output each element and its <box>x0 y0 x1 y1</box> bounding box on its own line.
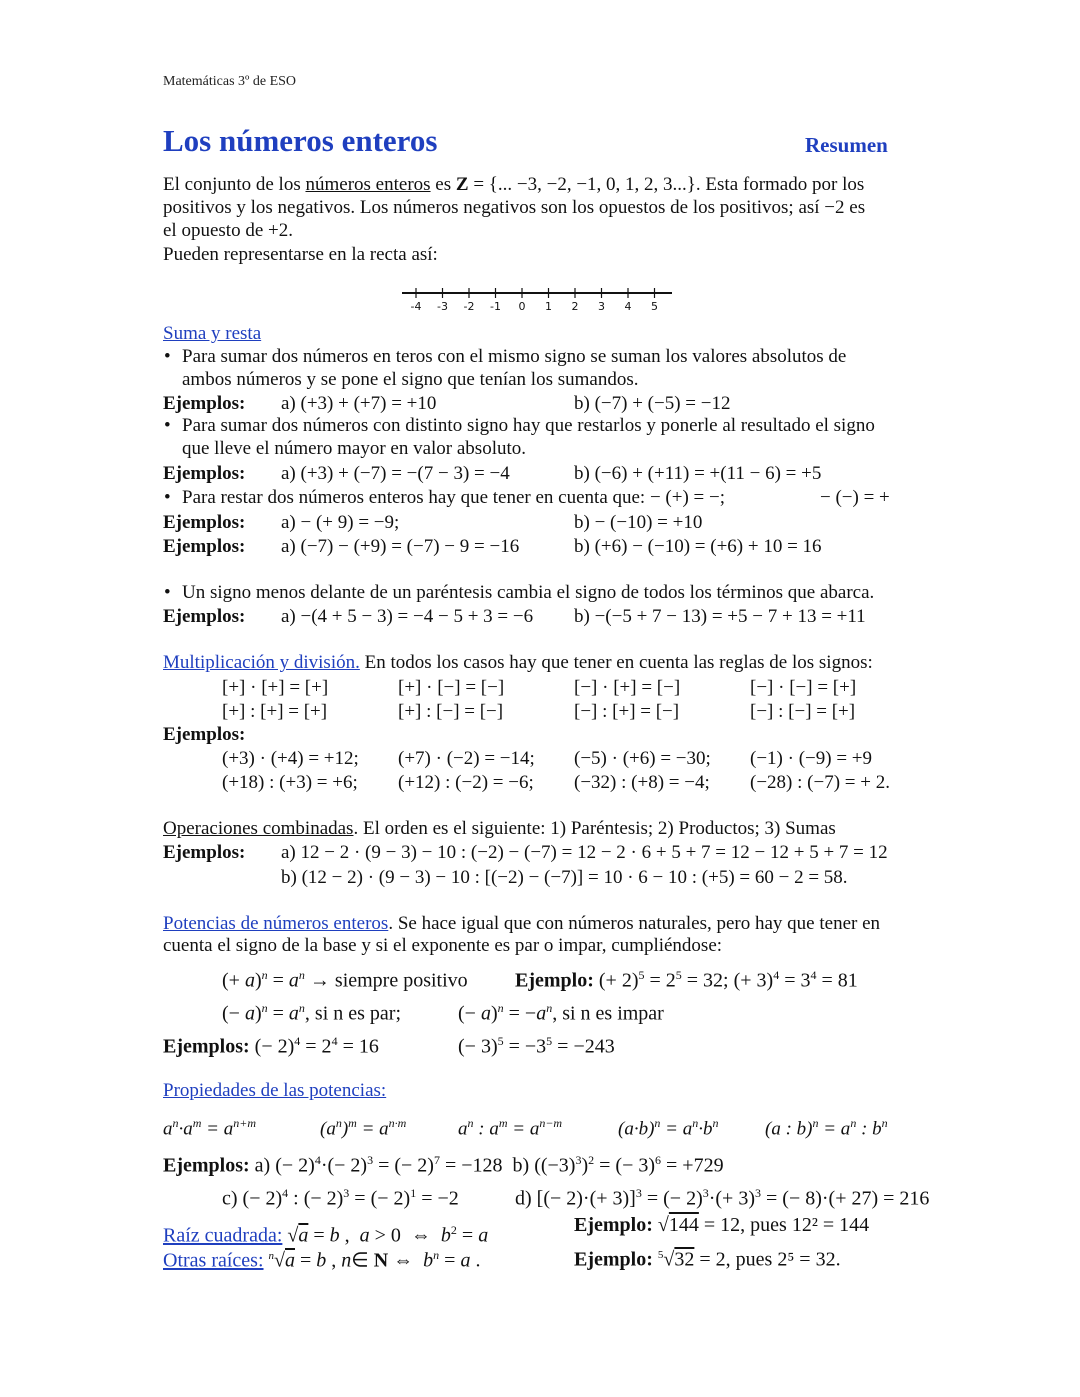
intro-line-2: positivos y los negativos. Los números negativos son los opuestos de los positivos; así −2 es <box>163 197 866 218</box>
prop-example-1: Ejemplos: a) (− $2)^4\cdot(- 2)^3$ = (− 2)$^7$ = −128 b) $((-3)^3)^2$ = (− 3)$^6$ = +729 <box>163 1153 724 1177</box>
pot-rule-3: (− $a)^n = -a^n$, si n es impar <box>458 1001 664 1025</box>
number-line-label: 5 <box>651 300 658 313</box>
resumen-label: Resumen <box>805 133 888 157</box>
raiz-ejemplo-1: Ejemplo: √144 = 12, pues 12² = 144 <box>574 1214 870 1236</box>
mult-examples-label: Ejemplos: <box>163 724 246 745</box>
example-3b: b) − (−10) = +10 <box>574 512 703 533</box>
prop-4: $(a\cdot b)^n = a^n\cdot b^n$ <box>618 1116 719 1140</box>
example-1b: b) (−7) + (−5) = −12 <box>574 393 731 414</box>
number-line-label: 2 <box>571 300 579 313</box>
rule-cell: [+] : [+] = [+] <box>222 701 328 722</box>
bullet-suma-2a: • Para sumar dos números con distinto signo hay que restarlos y ponerle al resultado el signo <box>182 414 875 437</box>
prop-example-c: c) (− 2)$^4$ : (− 2)$^3$ = (− 2)$^1$ = −2 <box>222 1186 459 1210</box>
examples-5: Ejemplos: <box>163 606 246 627</box>
mult-example: (+3) · (+4) = +12; <box>222 748 359 769</box>
intro-line-1: El conjunto de los números enteros es Z = {... −3, −2, −1, 0, 1, 2, 3...}. Esta formado por los <box>163 174 865 195</box>
rule-cell: [−] · [+] = [−] <box>574 677 681 698</box>
rule-cell: [+] : [−] = [−] <box>398 701 504 722</box>
comb-intro: Operaciones combinadas. El orden es el siguiente: 1) Paréntesis; 2) Productos; 3) Sumas <box>163 818 836 839</box>
examples-3: Ejemplos: <box>163 512 246 533</box>
raiz-ejemplo-2: Ejemplo: $^5$√32 = 2, pues 2⁵ = 32. <box>574 1248 841 1271</box>
example-4a: a) (−7) − (+9) = (−7) − 9 = −16 <box>281 536 520 557</box>
pot-ejemplo: Ejemplo: (+ $2)^5 = 2^5 = 32$; (+ $3)^4 = 3^4 = 81$ <box>515 968 858 992</box>
mult-example: (−1) · (−9) = +9 <box>750 748 872 769</box>
section-heading-suma: Suma y resta <box>163 323 262 344</box>
pot-rule-1: (+ $a)^n = a^n$ → siempre positivo <box>222 968 468 992</box>
rule-cell: [−] · [−] = [+] <box>750 677 857 698</box>
prop-1: $a^n\cdot a^m = a^{n+m}$ <box>163 1116 257 1140</box>
mult-example: (+7) · (−2) = −14; <box>398 748 535 769</box>
number-line-label: 3 <box>598 300 605 313</box>
page-header: Matemáticas 3º de ESO <box>163 74 297 89</box>
mult-example: (+12) : (−2) = −6; <box>398 772 534 793</box>
pot-example-2: (− $3)^5 = -3^5 = -243$ <box>458 1034 615 1058</box>
examples-2: Ejemplos: <box>163 463 246 484</box>
example-2a: a) (+3) + (−7) = −(7 − 3) = −4 <box>281 463 510 484</box>
prop-3: $a^n$ : $a^m = a^{n-m}$ <box>458 1116 563 1140</box>
comb-examples-label: Ejemplos: <box>163 842 246 863</box>
prop-example-d: d) [(− 2)·(+ 3)]$^3$ = (− $2)^3\cdot(+ 3)^3$ = (− 8)·(+ 27) = 216 <box>515 1186 930 1210</box>
pot-intro-1: Potencias de números enteros. Se hace igual que con números naturales, pero hay que tener en <box>163 913 881 934</box>
example-4b: b) (+6) − (−10) = (+6) + 10 = 16 <box>574 536 822 557</box>
rule-cell: [−] : [−] = [+] <box>750 701 856 722</box>
bullet-suma-4: • Un signo menos delante de un paréntesis cambia el signo de todos los términos que abarca. <box>182 581 874 604</box>
example-3a: a) − (+ 9) = −9; <box>281 512 400 533</box>
mult-example: (−32) : (+8) = −4; <box>574 772 710 793</box>
example-2b: b) (−6) + (+11) = +(11 − 6) = +5 <box>574 463 822 484</box>
rule-cell: [+] · [−] = [−] <box>398 677 505 698</box>
number-line-label: 1 <box>545 300 552 313</box>
prop-2: $(a^n)^m = a^{n\cdot m}$ <box>320 1116 407 1140</box>
rule-cell: [−] : [+] = [−] <box>574 701 680 722</box>
examples-1: Ejemplos: <box>163 393 246 414</box>
examples-4: Ejemplos: <box>163 536 246 557</box>
bullet-suma-1a: • Para sumar dos números en teros con el mismo signo se suman los valores absolutos de <box>182 345 846 368</box>
otras-raices: Otras raíces: $^n$√a = b , n∈ N ⇔ $b^n = a$ . <box>163 1248 481 1272</box>
raiz-cuadrada: Raíz cuadrada: √a = b , a > 0 ⇔ $b^2 = a$ <box>163 1223 489 1247</box>
mult-example: (+18) : (+3) = +6; <box>222 772 358 793</box>
bullet-suma-3: • Para restar dos números enteros hay que tener en cuenta que: − (+) = −; <box>182 486 725 509</box>
pot-examples: Ejemplos: (− $2)^4 = 2^4 = 16$ <box>163 1034 379 1058</box>
bullet-suma-2b: que lleve el número mayor en valor absoluto. <box>182 438 527 459</box>
mult-example: (−28) : (−7) = + 2. <box>750 772 890 793</box>
example-5b: b) −(−5 + 7 − 13) = +5 − 7 + 13 = +11 <box>574 606 866 627</box>
pot-rule-2: (− $a)^n = a^n$, si n es par; <box>222 1001 401 1025</box>
mult-intro: Multiplicación y división. En todos los casos hay que tener en cuenta las reglas de los signos: <box>163 652 873 673</box>
example-1a: a) (+3) + (+7) = +10 <box>281 393 437 414</box>
mult-example: (−5) · (+6) = −30; <box>574 748 711 769</box>
number-line-label: -1 <box>490 300 501 313</box>
page-title: Los números enteros <box>163 123 438 158</box>
number-line-label: -2 <box>463 300 475 313</box>
bullet-suma-1b: ambos números y se pone el signo que tenían los sumandos. <box>182 369 639 390</box>
comb-example-a: a) 12 − 2 · (9 − 3) − 10 : (−2) − (−7) = 12 − 2 · 6 + 5 + 7 = 12 − 12 + 5 + 7 = 12 <box>281 842 888 863</box>
number-line <box>398 284 678 316</box>
rule-cell: [+] · [+] = [+] <box>222 677 329 698</box>
number-line-label: 0 <box>518 300 526 313</box>
intro-line-3: el opuesto de +2. <box>163 220 293 241</box>
bullet-suma-3-rule: − (−) = + <box>820 487 890 508</box>
prop-heading: Propiedades de las potencias: <box>163 1080 387 1101</box>
number-line-label: -3 <box>437 300 448 313</box>
comb-example-b: b) (12 − 2) · (9 − 3) − 10 : [(−2) − (−7)] = 10 · 6 − 10 : (+5) = 60 − 2 = 58. <box>281 867 848 888</box>
example-5a: a) −(4 + 5 − 3) = −4 − 5 + 3 = −6 <box>281 606 534 627</box>
intro-line-4: Pueden representarse en la recta así: <box>163 244 438 265</box>
prop-5: (a : $b)^n = a^n$ : $b^n$ <box>765 1116 888 1140</box>
number-line-label: 4 <box>624 300 632 313</box>
number-line-label: -4 <box>410 300 422 313</box>
pot-intro-2: cuenta el signo de la base y si el exponente es par o impar, cumpliéndose: <box>163 935 723 956</box>
